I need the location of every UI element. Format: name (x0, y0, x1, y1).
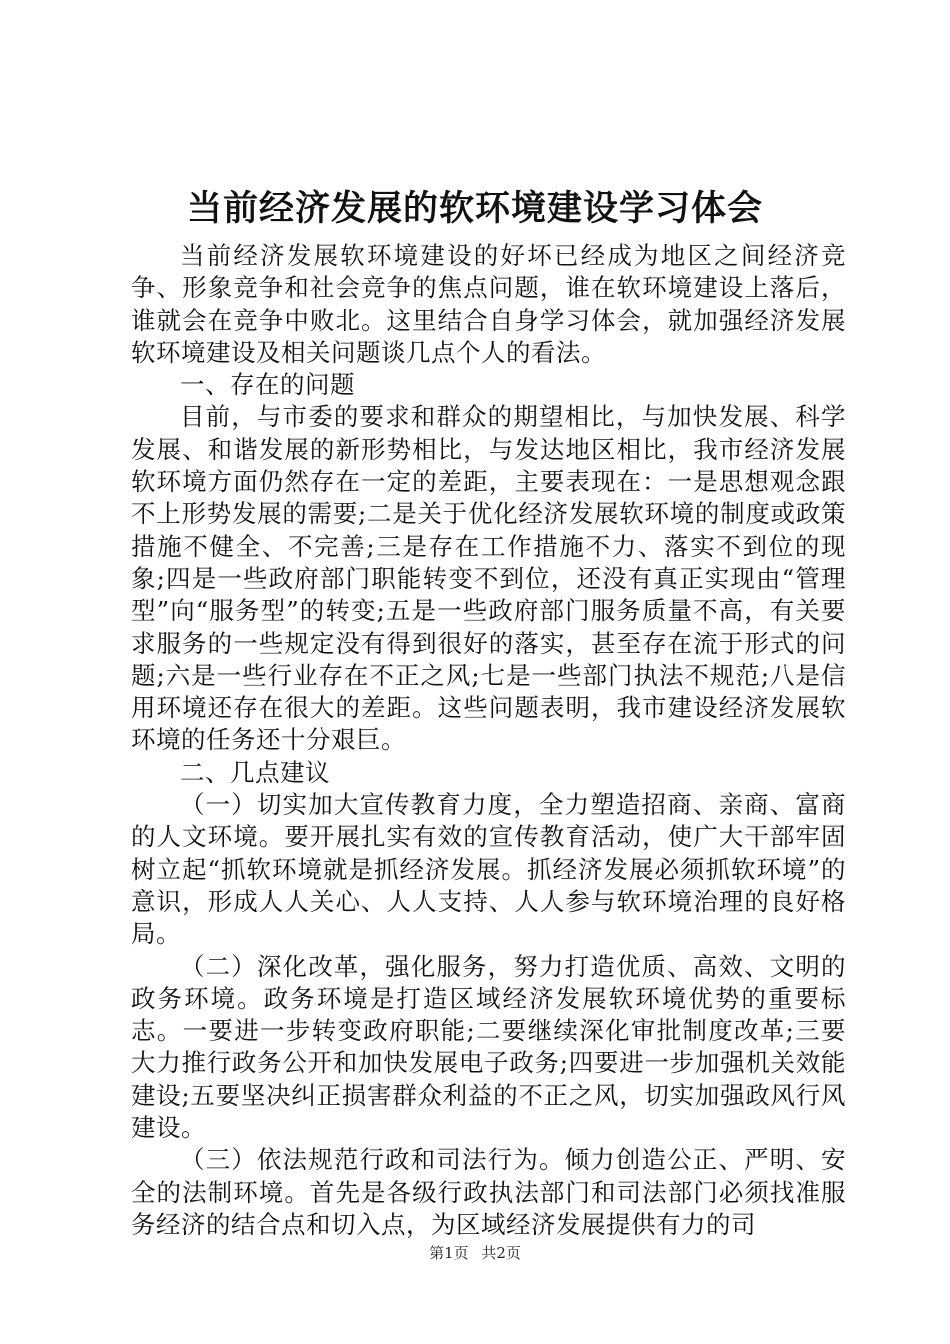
suggestion-paragraph-2: （二）深化改革，强化服务，努力打造优质、高效、文明的政务环境。政务环境是打造区域经济发展软环境优势的重要标志。一要进一步转变政府职能;二要继续深化审批制度改革;三要大力推行政务公开和加快发展电子政务;四要进一步加强机关效能建设;五要坚决纠正损害群众利益的不正之风，切实加强政风行风建设。 (131, 951, 846, 1143)
suggestion-paragraph-1: （一）切实加大宣传教育力度，全力塑造招商、亲商、富商的人文环境。要开展扎实有效的宣传教育活动，使广大干部牢固树立起“抓软环境就是抓经济发展。抓经济发展必须抓软环境”的意识，形成人人关心、人人支持、人人参与软环境治理的良好格局。 (131, 790, 846, 949)
suggestion-paragraph-3: （三）依法规范行政和司法行为。倾力创造公正、严明、安全的法制环境。首先是各级行政执法部门和司法部门必须找准服务经济的结合点和切入点，为区域经济发展提供有力的司 (131, 1145, 846, 1239)
section-heading-problems: 一、存在的问题 (180, 370, 355, 400)
document-body (131, 240, 846, 1241)
problems-paragraph: 目前，与市委的要求和群众的期望相比，与加快发展、科学发展、和谐发展的新形势相比，与发达地区相比，我市经济发展软环境方面仍然存在一定的差距，主要表现在：一是思想观念跟不上形势发展的需要;二是关于优化经济发展软环境的制度或政策措施不健全、不完善;三是存在工作措施不力、落实不到位的现象;四是一些政府部门职能转变不到位，还没有真正实现由“管理型”向“服务型”的转变;五是一些政府部门服务质量不高，有关要求服务的一些规定没有得到很好的落实，甚至存在流于形式的问题;六是一些行业存在不正之风;七是一些部门执法不规范;八是信用环境还存在很大的差距。这些问题表明，我市建设经济发展软环境的任务还十分艰巨。 (131, 402, 846, 755)
section-heading-suggestions: 二、几点建议 (180, 757, 330, 787)
page-number: 第1页 (429, 1244, 469, 1262)
page-total: 共2页 (481, 1244, 521, 1262)
page-footer (0, 1243, 950, 1263)
intro-paragraph: 当前经济发展软环境建设的好坏已经成为地区之间经济竞争、形象竞争和社会竞争的焦点问题，谁在软环境建设上落后，谁就会在竞争中败北。这里结合自身学习体会，就加强经济发展软环境建设及相关问题谈几点个人的看法。 (131, 241, 846, 367)
document-title: 当前经济发展的软环境建设学习体会 (186, 189, 763, 229)
